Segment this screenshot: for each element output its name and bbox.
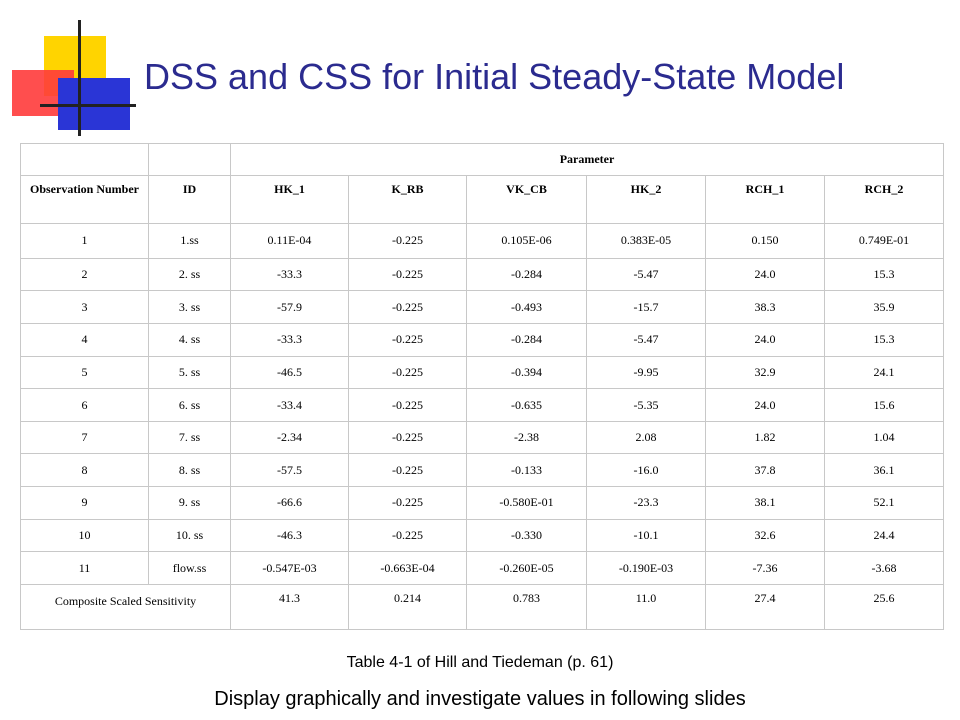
sensitivity-value-cell: 0.105E-06 bbox=[467, 224, 587, 259]
sensitivity-value-cell: -5.47 bbox=[587, 324, 706, 357]
table-caption: Table 4-1 of Hill and Tiedeman (p. 61) bbox=[346, 654, 614, 671]
observation-id-cell: 10. ss bbox=[149, 519, 231, 552]
blank-header-cell bbox=[21, 144, 149, 176]
sensitivity-value-cell: 15.3 bbox=[825, 258, 944, 291]
sensitivity-value-cell: -2.38 bbox=[467, 421, 587, 454]
slide-title: DSS and CSS for Initial Steady-State Model bbox=[144, 56, 845, 97]
sensitivity-value-cell: -0.663E-04 bbox=[349, 552, 467, 585]
slide-subcaption: Display graphically and investigate values in following slides bbox=[214, 688, 746, 710]
observation-number-cell: 11 bbox=[21, 552, 149, 585]
blank-header-cell bbox=[149, 144, 231, 176]
sensitivity-value-cell: -2.34 bbox=[231, 421, 349, 454]
observation-number-cell: 2 bbox=[21, 258, 149, 291]
composite-label: Composite Scaled Sensitivity bbox=[21, 584, 231, 629]
sensitivity-table bbox=[20, 143, 944, 630]
sensitivity-value-cell: 36.1 bbox=[825, 454, 944, 487]
sensitivity-value-cell: -23.3 bbox=[587, 487, 706, 520]
composite-value-cell: 27.4 bbox=[706, 584, 825, 629]
observation-id-cell: 7. ss bbox=[149, 421, 231, 454]
column-header: HK_2 bbox=[587, 176, 706, 224]
sensitivity-value-cell: 0.749E-01 bbox=[825, 224, 944, 259]
observation-number-cell: 7 bbox=[21, 421, 149, 454]
table-row bbox=[21, 356, 944, 389]
observation-id-cell: 3. ss bbox=[149, 291, 231, 324]
sensitivity-value-cell: -0.225 bbox=[349, 291, 467, 324]
sensitivity-value-cell: 37.8 bbox=[706, 454, 825, 487]
sensitivity-value-cell: 32.6 bbox=[706, 519, 825, 552]
sensitivity-value-cell: -0.133 bbox=[467, 454, 587, 487]
sensitivity-value-cell: 1.82 bbox=[706, 421, 825, 454]
logo-horizontal-line bbox=[40, 104, 136, 107]
sensitivity-value-cell: 24.1 bbox=[825, 356, 944, 389]
sensitivity-value-cell: -10.1 bbox=[587, 519, 706, 552]
table-row bbox=[21, 421, 944, 454]
observation-number-cell: 9 bbox=[21, 487, 149, 520]
sensitivity-value-cell: -0.225 bbox=[349, 258, 467, 291]
sensitivity-value-cell: -7.36 bbox=[706, 552, 825, 585]
sensitivity-value-cell: -5.47 bbox=[587, 258, 706, 291]
observation-number-cell: 1 bbox=[21, 224, 149, 259]
table-row bbox=[21, 454, 944, 487]
table-body bbox=[21, 224, 944, 630]
table-row bbox=[21, 519, 944, 552]
column-header-row bbox=[21, 176, 944, 224]
table-row bbox=[21, 552, 944, 585]
sensitivity-value-cell: 52.1 bbox=[825, 487, 944, 520]
column-header: ID bbox=[149, 176, 231, 224]
sensitivity-value-cell: -0.225 bbox=[349, 487, 467, 520]
sensitivity-value-cell: 0.150 bbox=[706, 224, 825, 259]
observation-number-cell: 3 bbox=[21, 291, 149, 324]
sensitivity-value-cell: -33.4 bbox=[231, 389, 349, 422]
column-header: Observation Number bbox=[21, 176, 149, 224]
sensitivity-value-cell: 24.0 bbox=[706, 258, 825, 291]
sensitivity-value-cell: -3.68 bbox=[825, 552, 944, 585]
sensitivity-value-cell: -0.284 bbox=[467, 258, 587, 291]
sensitivity-value-cell: -66.6 bbox=[231, 487, 349, 520]
parameter-group-header-row bbox=[21, 144, 944, 176]
logo-vertical-line bbox=[78, 20, 81, 136]
observation-id-cell: 6. ss bbox=[149, 389, 231, 422]
sensitivity-value-cell: 24.0 bbox=[706, 389, 825, 422]
column-header: HK_1 bbox=[231, 176, 349, 224]
sensitivity-value-cell: 24.0 bbox=[706, 324, 825, 357]
sensitivity-value-cell: 0.383E-05 bbox=[587, 224, 706, 259]
observation-id-cell: 2. ss bbox=[149, 258, 231, 291]
sensitivity-value-cell: -33.3 bbox=[231, 258, 349, 291]
sensitivity-value-cell: -46.5 bbox=[231, 356, 349, 389]
sensitivity-value-cell: 32.9 bbox=[706, 356, 825, 389]
table-row bbox=[21, 487, 944, 520]
sensitivity-value-cell: -0.284 bbox=[467, 324, 587, 357]
sensitivity-value-cell: -33.3 bbox=[231, 324, 349, 357]
sensitivity-value-cell: -57.9 bbox=[231, 291, 349, 324]
observation-number-cell: 5 bbox=[21, 356, 149, 389]
observation-id-cell: flow.ss bbox=[149, 552, 231, 585]
sensitivity-value-cell: -0.225 bbox=[349, 224, 467, 259]
column-header: RCH_1 bbox=[706, 176, 825, 224]
sensitivity-value-cell: -15.7 bbox=[587, 291, 706, 324]
observation-id-cell: 8. ss bbox=[149, 454, 231, 487]
column-header: RCH_2 bbox=[825, 176, 944, 224]
table-row bbox=[21, 291, 944, 324]
sensitivity-value-cell: -0.225 bbox=[349, 421, 467, 454]
sensitivity-value-cell: 15.6 bbox=[825, 389, 944, 422]
slide-logo bbox=[0, 0, 140, 140]
sensitivity-value-cell: -0.330 bbox=[467, 519, 587, 552]
parameter-group-header: Parameter bbox=[231, 144, 944, 176]
sensitivity-value-cell: -57.5 bbox=[231, 454, 349, 487]
observation-number-cell: 4 bbox=[21, 324, 149, 357]
sensitivity-value-cell: -0.635 bbox=[467, 389, 587, 422]
sensitivity-value-cell: -0.225 bbox=[349, 519, 467, 552]
sensitivity-value-cell: 1.04 bbox=[825, 421, 944, 454]
observation-number-cell: 6 bbox=[21, 389, 149, 422]
composite-value-cell: 41.3 bbox=[231, 584, 349, 629]
column-header: K_RB bbox=[349, 176, 467, 224]
table-row bbox=[21, 258, 944, 291]
sensitivity-value-cell: 38.1 bbox=[706, 487, 825, 520]
sensitivity-value-cell: -46.3 bbox=[231, 519, 349, 552]
sensitivity-value-cell: -0.260E-05 bbox=[467, 552, 587, 585]
table-row bbox=[21, 224, 944, 259]
sensitivity-value-cell: -0.394 bbox=[467, 356, 587, 389]
observation-id-cell: 5. ss bbox=[149, 356, 231, 389]
observation-number-cell: 8 bbox=[21, 454, 149, 487]
sensitivity-value-cell: 15.3 bbox=[825, 324, 944, 357]
sensitivity-value-cell: -0.580E-01 bbox=[467, 487, 587, 520]
sensitivity-value-cell: -0.225 bbox=[349, 324, 467, 357]
sensitivity-value-cell: -0.225 bbox=[349, 454, 467, 487]
sensitivity-value-cell: 38.3 bbox=[706, 291, 825, 324]
observation-number-cell: 10 bbox=[21, 519, 149, 552]
sensitivity-value-cell: 35.9 bbox=[825, 291, 944, 324]
observation-id-cell: 4. ss bbox=[149, 324, 231, 357]
sensitivity-value-cell: 2.08 bbox=[587, 421, 706, 454]
composite-value-cell: 0.783 bbox=[467, 584, 587, 629]
composite-row bbox=[21, 584, 944, 629]
composite-value-cell: 25.6 bbox=[825, 584, 944, 629]
sensitivity-value-cell: 0.11E-04 bbox=[231, 224, 349, 259]
column-header: VK_CB bbox=[467, 176, 587, 224]
sensitivity-value-cell: 24.4 bbox=[825, 519, 944, 552]
sensitivity-value-cell: -0.225 bbox=[349, 389, 467, 422]
composite-value-cell: 0.214 bbox=[349, 584, 467, 629]
sensitivity-value-cell: -0.493 bbox=[467, 291, 587, 324]
sensitivity-value-cell: -5.35 bbox=[587, 389, 706, 422]
sensitivity-value-cell: -9.95 bbox=[587, 356, 706, 389]
sensitivity-value-cell: -0.547E-03 bbox=[231, 552, 349, 585]
sensitivity-value-cell: -0.225 bbox=[349, 356, 467, 389]
composite-value-cell: 11.0 bbox=[587, 584, 706, 629]
observation-id-cell: 9. ss bbox=[149, 487, 231, 520]
sensitivity-value-cell: -16.0 bbox=[587, 454, 706, 487]
table-row bbox=[21, 389, 944, 422]
observation-id-cell: 1.ss bbox=[149, 224, 231, 259]
table-row bbox=[21, 324, 944, 357]
sensitivity-value-cell: -0.190E-03 bbox=[587, 552, 706, 585]
